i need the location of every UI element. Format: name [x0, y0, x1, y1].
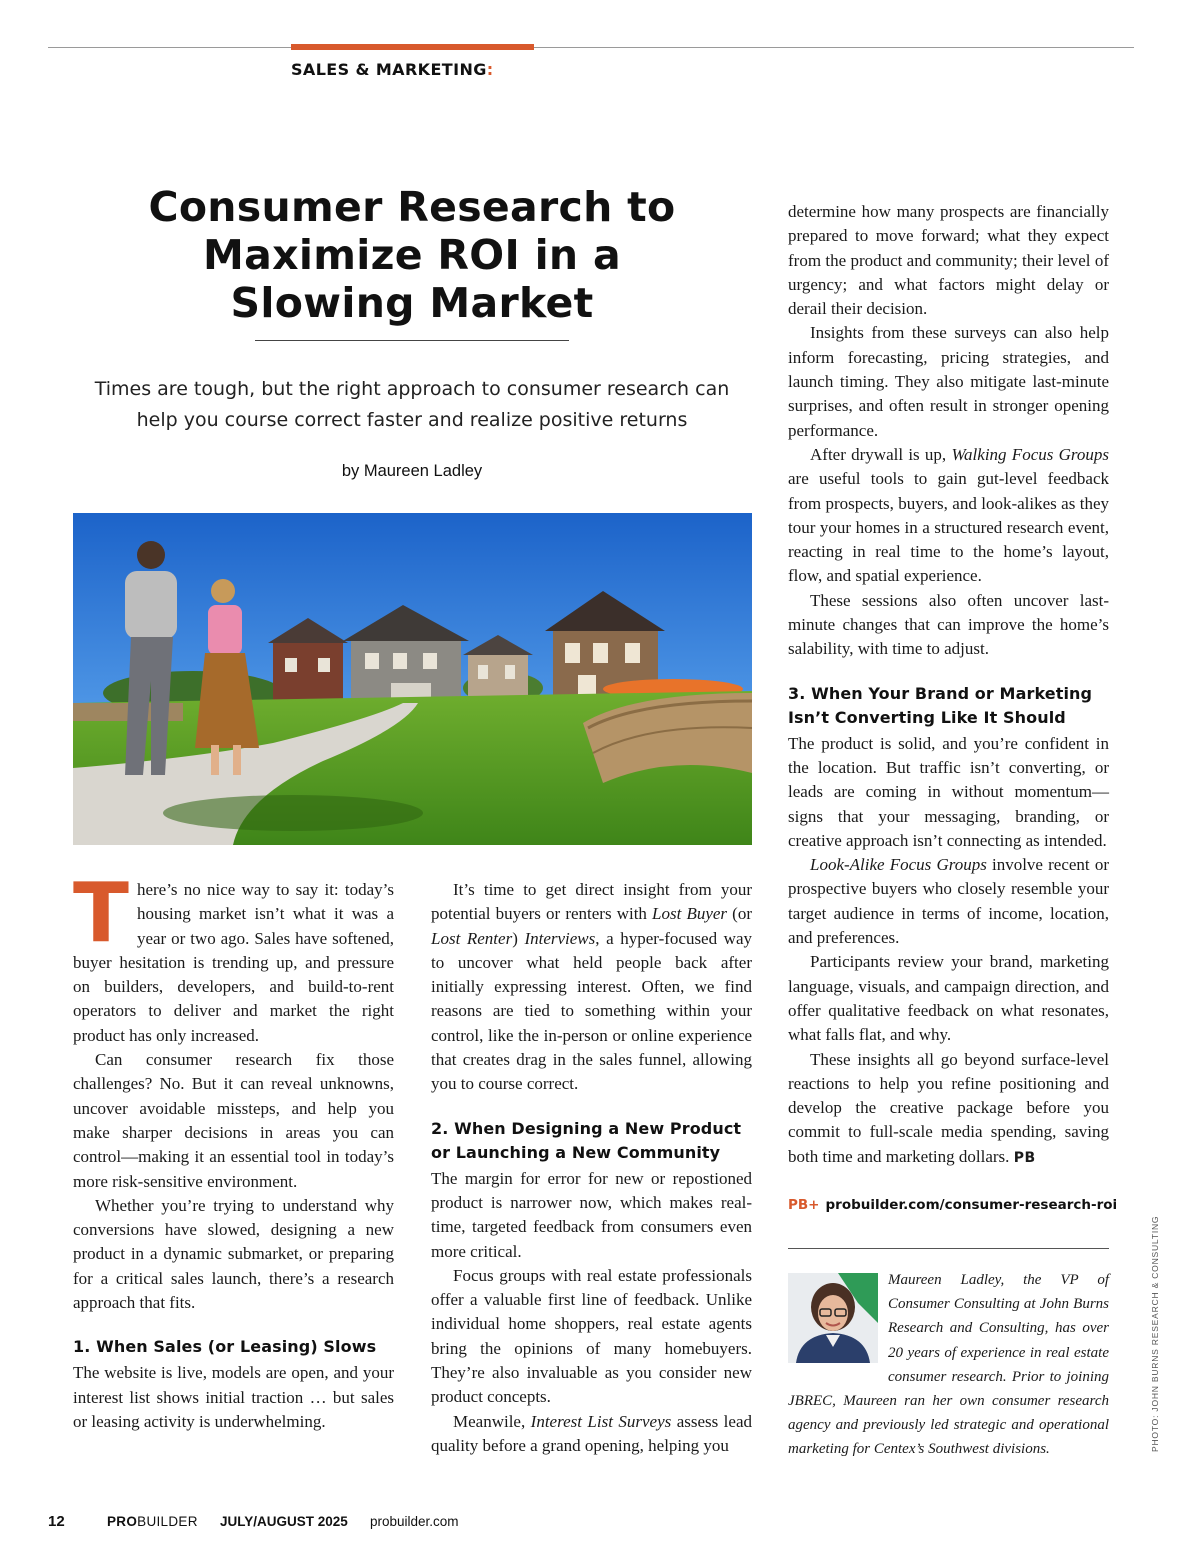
author-bio: [788, 1268, 1109, 1462]
text-run: ): [512, 928, 525, 948]
byline: by Maureen Ladley: [341, 462, 483, 480]
body-paragraph: [788, 1048, 1109, 1170]
author-bio-text: Maureen Ladley, the VP of Consumer Consulting at John Burns Research and Consulting, has over 20 years of experience in real estate consumer research. Prior to joining JBREC, Maureen ran her own consumer research agency and previously led strategic and operational marketing for Centex’s Southwest divisions.: [788, 1272, 1109, 1458]
text-run: are useful tools to gain gut-level feedback from prospects, buyers, and look-alikes as they tour your homes in a structured research event, reacting in real time to the home’s layout, flow, and spatial experience.: [788, 469, 1109, 586]
body-paragraph: Focus groups with real estate professionals offer a valuable first line of feedback. Unlike individual home shoppers, real estate agents bring the opinions of many homebuyers. They’re also invaluable as you consider new product concepts.: [431, 1265, 752, 1407]
heading-line: Isn’t Converting Like It Should: [788, 707, 1066, 727]
intro-text: here’s no nice way to say it: today’s housing market isn’t what it was a year or two ago. Sales have softened, buyer hesitation is trending up, and pressure on builders, developers, and build-to-rent operators to deliver and market the right product has only increased.: [73, 880, 394, 1045]
body-paragraph: [788, 853, 1109, 950]
body-paragraph: These sessions also often uncover last-minute changes that can improve the home’s salability, with time to adjust.: [788, 590, 1109, 659]
text-run: These insights all go beyond surface-level reactions to help you refine positioning and develop the creative package before you commit to full-scale media spending, saving both time and marketing dollars.: [788, 1049, 1109, 1166]
deck: Times are tough, but the right approach to consumer research can help you course correct faster and realize positive returns: [94, 378, 730, 431]
body-column-1: [73, 866, 394, 1434]
emphasis: Lost Renter: [431, 928, 513, 948]
footer-site[interactable]: probuilder.com: [370, 1514, 459, 1529]
drop-cap: T: [73, 866, 129, 961]
section-accent-bar: [291, 44, 534, 50]
text-run: , a hyper-focused way to uncover what held people back after initially expressing interest. Often, we find reasons are tied to something within your control, like the in-person or online experience that creates drag in the sales funnel, allowing you to course correct.: [431, 928, 753, 1094]
hero-photo: [73, 513, 752, 845]
body-paragraph: [788, 443, 1109, 589]
headline: Consumer Research to Maximize ROI in a Slowing Market: [148, 183, 676, 327]
body-paragraph: The website is live, models are open, and your interest list shows initial traction … but sales or leasing activity is underwhelming.: [73, 1363, 394, 1431]
top-rule: [48, 47, 1134, 48]
section-1-heading: 1. When Sales (or Leasing) Slows: [73, 1337, 377, 1357]
headline-rule: [255, 340, 569, 341]
body-paragraph: The margin for error for new or repostioned product is narrower now, which makes real-time, targeted feedback from consumers even more critical.: [431, 1168, 752, 1261]
emphasis: Interviews: [524, 928, 596, 948]
section-label-colon: :: [486, 60, 494, 79]
emphasis: Look-Alike Focus Groups: [810, 855, 987, 875]
online-link[interactable]: [788, 1197, 1118, 1213]
bio-rule: [788, 1248, 1109, 1249]
emphasis: Walking Focus Groups: [951, 444, 1109, 464]
text-run: involve recent or prospective buyers who closely resemble your target audience in terms of income, location, and preferences.: [788, 855, 1109, 948]
emphasis: Lost Buyer: [652, 904, 728, 924]
body-paragraph: [431, 1410, 752, 1459]
body-column-2: [431, 878, 752, 1458]
body-paragraph: [431, 878, 752, 1097]
text-run: assess lead quality before a grand opening, helping you: [431, 1411, 752, 1455]
body-paragraph: Can consumer research fix those challenges? No. But it can reveal unknowns, uncover avoidable missteps, and help you make sharper decisions in areas you can control—making it an essential tool in today’s more risk-sensitive environment.: [73, 1050, 394, 1191]
end-mark: PB: [1013, 1149, 1036, 1166]
text-run: After drywall is up,: [810, 444, 952, 464]
section-label-text: SALES & MARKETING: [291, 60, 487, 79]
body-paragraph: Insights from these surveys can also help inform forecasting, pricing strategies, and launch timing. They also mitigate last-minute surprises, and often result in stronger opening performance.: [788, 323, 1109, 440]
text-run: Meanwile,: [453, 1411, 531, 1431]
body-column-3: [788, 200, 1109, 1170]
body-paragraph: determine how many prospects are financially prepared to move forward; what they expect from the product and community; their level of urgency; and what factors might delay or derail their decision.: [788, 202, 1109, 319]
page-number: 12: [48, 1513, 65, 1530]
intro-paragraph: [73, 866, 394, 1048]
pb-plus-tag: PB+: [788, 1197, 820, 1213]
body-paragraph: Whether you’re trying to understand why conversions have slowed, designing a new product in a dynamic submarket, or preparing for a critical sales launch, there’s a research approach that fits.: [73, 1195, 394, 1313]
online-link-url[interactable]: probuilder.com/consumer-research-roi: [825, 1197, 1118, 1213]
footer-brand: [107, 1514, 198, 1529]
heading-line: 3. When Your Brand or Marketing: [788, 683, 1093, 703]
body-paragraph: Participants review your brand, marketing language, visuals, and campaign direction, and offer qualitative feedback on what resonates, what falls flat, and why.: [788, 952, 1109, 1045]
heading-line: 2. When Designing a New Product: [431, 1118, 742, 1138]
section-2-heading: [431, 1117, 752, 1165]
photo-credit: PHOTO: JOHN BURNS RESEARCH & CONSULTING: [1150, 1215, 1160, 1452]
text-run: (or: [727, 904, 753, 924]
heading-line: or Launching a New Community: [431, 1142, 721, 1162]
emphasis: Interest List Surveys: [530, 1411, 672, 1431]
footer-issue: JULY/AUGUST 2025: [220, 1514, 348, 1529]
text-run: It’s time to get direct insight from your potential buyers or renters with: [431, 880, 752, 924]
section-label: [291, 60, 494, 79]
brand-builder: BUILDER: [137, 1514, 198, 1529]
bio-photo-spacer: [788, 1268, 888, 1384]
body-paragraph: The product is solid, and you’re confident in the location. But traffic isn’t converting, or leads are coming in without momentum—signs that your messaging, branding, or creative approach isn’t connecting as intended.: [788, 733, 1109, 850]
brand-pro: PRO: [107, 1514, 138, 1529]
section-3-heading: [788, 682, 1109, 730]
